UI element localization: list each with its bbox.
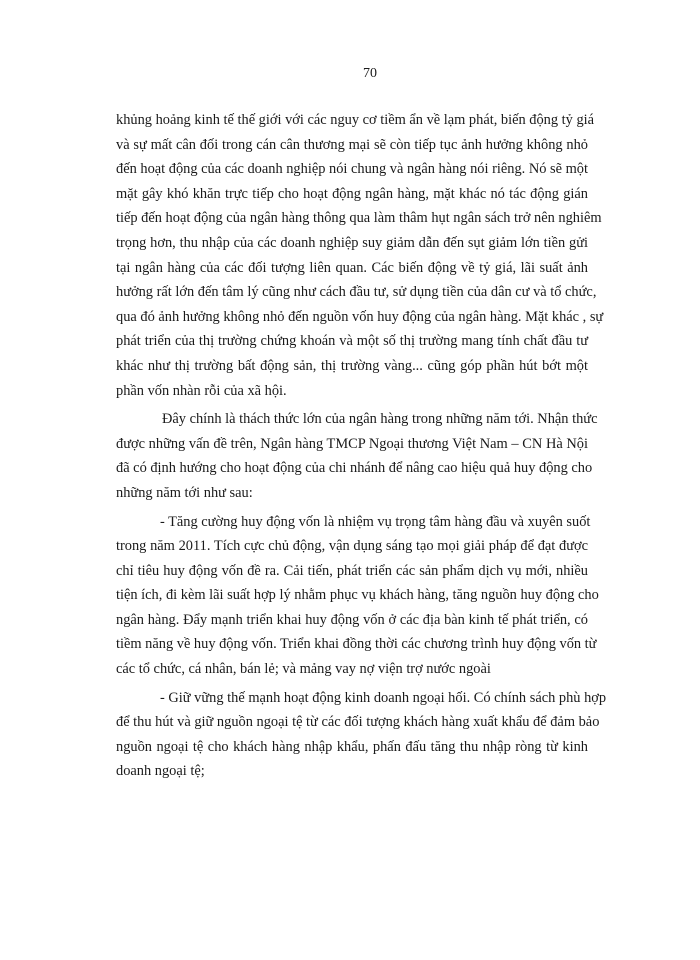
- document-body: [116, 108, 607, 784]
- paragraph-3: [116, 510, 599, 682]
- text-line: phần vốn nhàn rỗi của xã hội.: [116, 382, 287, 399]
- text-line: tiềm năng về huy động vốn. Triển khai đồng thời các chương trình huy động vốn từ: [116, 636, 597, 653]
- text-line: và sự mất cân đối trong cán cân thương mại sẽ còn tiếp tục ảnh hưởng không nhỏ: [116, 136, 588, 153]
- text-line: - Tăng cường huy động vốn là nhiệm vụ trọng tâm hàng đầu và xuyên suốt: [160, 513, 591, 530]
- text-line: khác như thị trường bất động sản, thị trường vàng... cũng góp phần hút bớt một: [116, 357, 588, 374]
- paragraph-4: [116, 686, 607, 784]
- text-line: nguồn ngoại tệ cho khách hàng nhập khẩu, phấn đấu tăng thu nhập ròng từ kinh: [116, 738, 588, 755]
- text-line: ngân hàng. Đẩy mạnh triển khai huy động vốn ở các địa bàn kinh tế phát triển, có: [116, 611, 588, 628]
- text-line: doanh ngoại tệ;: [116, 763, 205, 780]
- text-line: những năm tới như sau:: [116, 484, 253, 501]
- text-line: qua đó ảnh hưởng không nhỏ đến nguồn vốn huy động của ngân hàng. Mặt khác , sự: [116, 308, 604, 325]
- text-line: hưởng rất lớn đến tâm lý cũng như cách đầu tư, sử dụng tiền của dân cư và tổ chức,: [116, 284, 597, 301]
- text-line: Đây chính là thách thức lớn của ngân hàng trong những năm tới. Nhận thức: [162, 411, 598, 428]
- text-line: khủng hoảng kinh tế thế giới với các nguy cơ tiềm ẩn về lạm phát, biến động tỷ giá: [116, 112, 595, 128]
- text-line: - Giữ vững thế mạnh hoạt động kinh doanh ngoại hối. Có chính sách phù hợp: [160, 689, 607, 706]
- text-line: đến hoạt động của các doanh nghiệp nói chung và ngân hàng nói riêng. Nó sẽ một: [116, 161, 588, 178]
- text-line: để thu hút và giữ nguồn ngoại tệ từ các đối tượng khách hàng xuất khẩu để đảm bảo: [116, 714, 600, 731]
- text-line: tiện ích, đi kèm lãi suất hợp lý nhằm phục vụ khách hàng, tăng nguồn huy động cho: [116, 587, 599, 604]
- text-line: các tổ chức, cá nhân, bán lẻ; và mảng vay nợ viện trợ nước ngoài: [116, 661, 491, 678]
- text-line: được những vấn đề trên, Ngân hàng TMCP Ngoại thương Việt Nam – CN Hà Nội: [116, 435, 588, 452]
- text-line: chỉ tiêu huy động vốn đề ra. Cải tiến, phát triển các sản phẩm dịch vụ mới, nhiều: [116, 562, 588, 579]
- text-line: tiếp đến hoạt động của ngân hàng thông qua làm thâm hụt ngân sách trở nên nghiêm: [116, 210, 602, 227]
- paragraph-2: [116, 407, 598, 505]
- text-line: trọng hơn, thu nhập của các doanh nghiệp suy giảm dẫn đến sụt giảm lớn tiền gửi: [116, 234, 588, 251]
- text-line: trong năm 2011. Tích cực chủ động, vận dụng sáng tạo mọi giải pháp để đạt được: [116, 538, 588, 555]
- text-line: mặt gây khó khăn trực tiếp cho hoạt động ngân hàng, mặt khác nó tác động gián: [116, 185, 588, 202]
- paragraph-1: [116, 108, 604, 403]
- text-line: tại ngân hàng của các đối tượng liên quan. Các biến động về tỷ giá, lãi suất ảnh: [116, 259, 588, 276]
- page-number: 70: [363, 66, 377, 81]
- text-line: phát triển của thị trường chứng khoán và một số thị trường mang tính chất đầu tư: [116, 333, 588, 350]
- text-line: đã có định hướng cho hoạt động của chi nhánh để nâng cao hiệu quả huy động cho: [116, 460, 593, 477]
